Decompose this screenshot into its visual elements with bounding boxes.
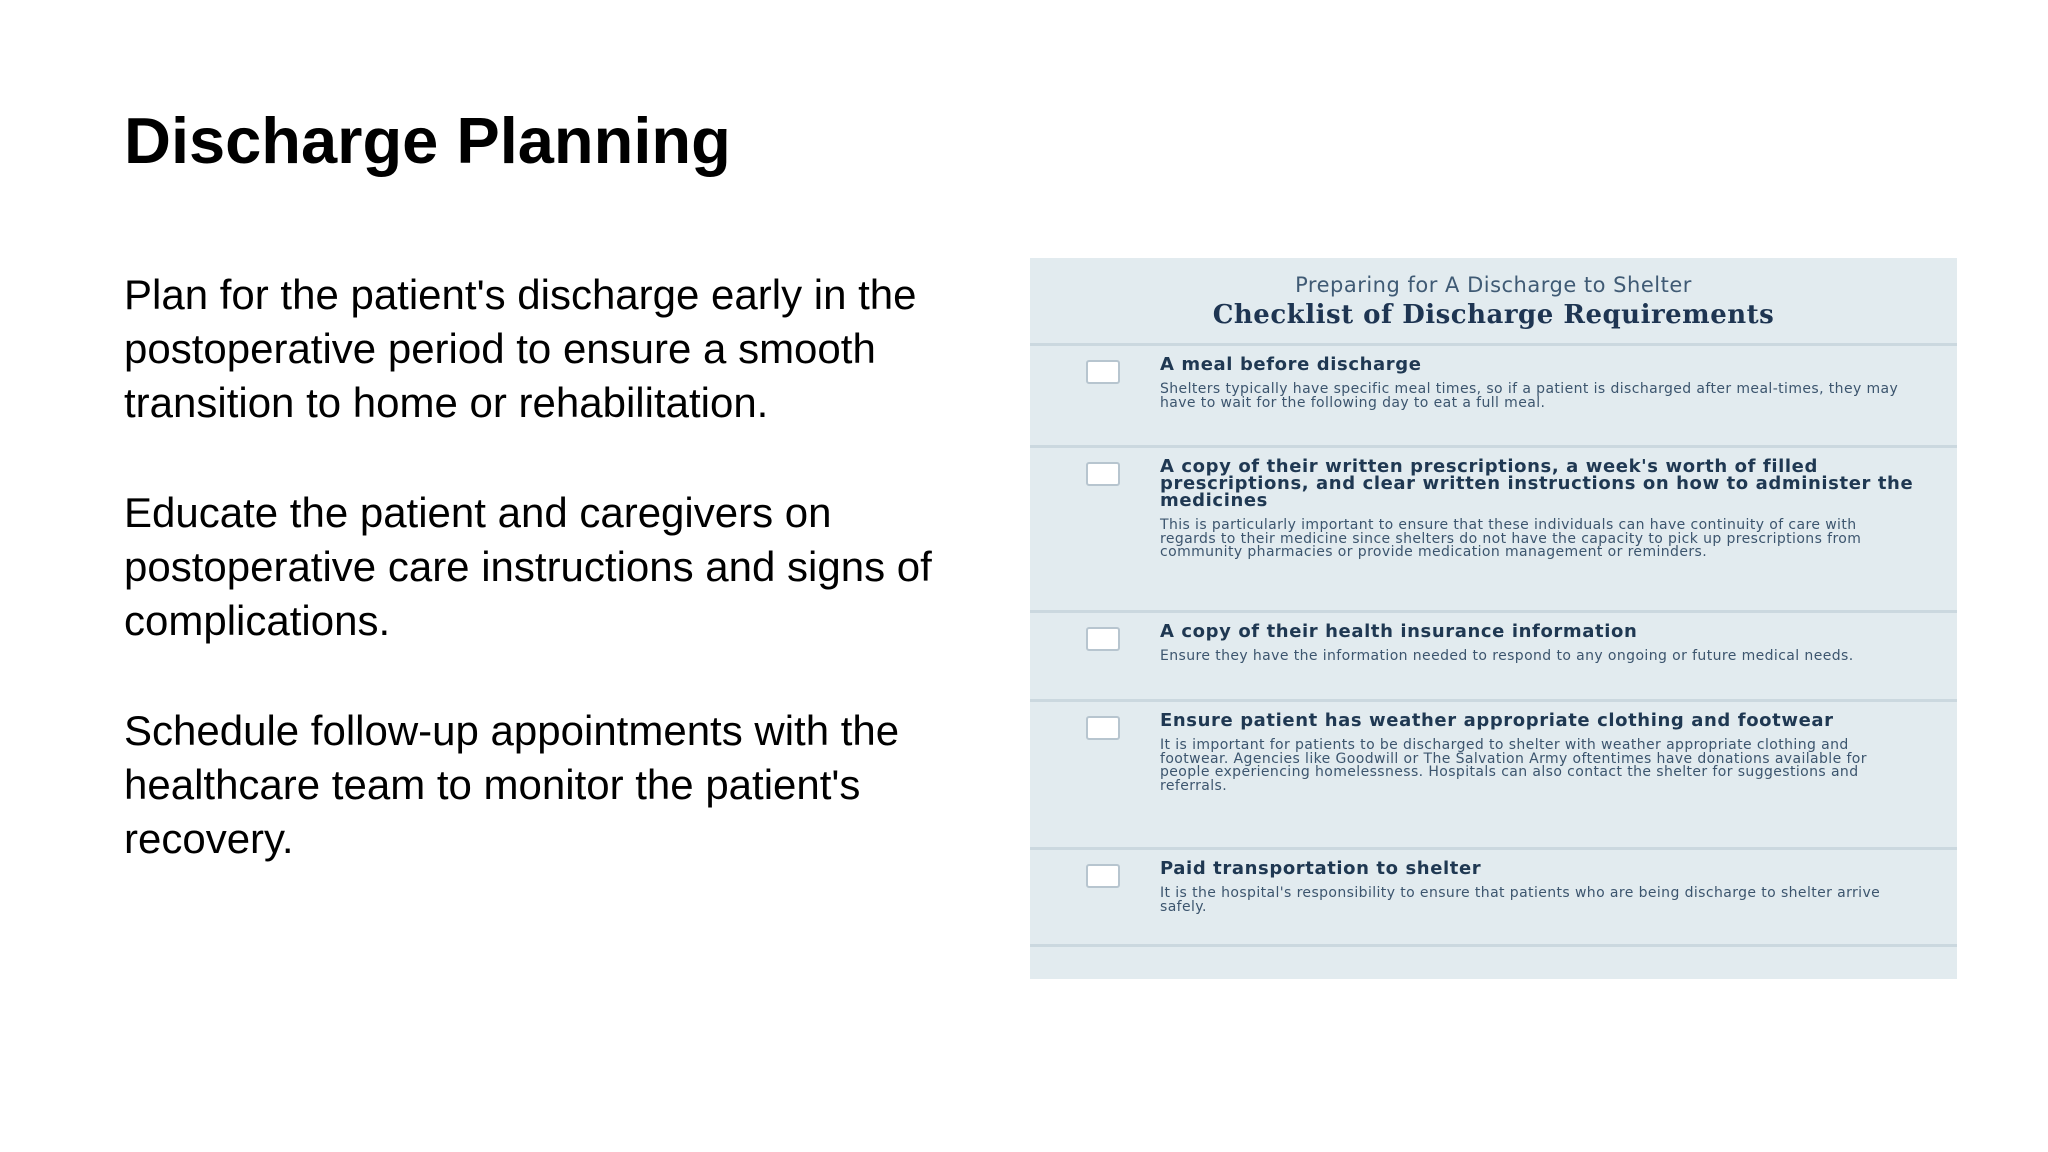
discharge-checklist-image bbox=[1030, 258, 1957, 979]
checklist-item-prescriptions bbox=[1030, 448, 1957, 613]
slide-title: Discharge Planning bbox=[124, 104, 731, 177]
slide-body bbox=[124, 268, 1024, 922]
checklist-item-insurance bbox=[1030, 613, 1957, 702]
checklist-item-description: This is particularly important to ensure that these individuals can have continuity of care with regards to their medicine since shelters do not have the capacity to pick up prescriptions from community pharmacies or provide medication management or reminders. bbox=[1160, 517, 1862, 560]
body-paragraph-follow-up: Schedule follow-up appointments with the healthcare team to monitor the patient's recovery. bbox=[124, 707, 900, 862]
checklist-item-description: It is important for patients to be discharged to shelter with weather appropriate clothing and footwear. Agencies like Goodwill or The Salvation Army oftentimes have donations available for people experiencing homelessness. Hospitals can also contact the shelter for suggestions and referrals. bbox=[1160, 737, 1867, 794]
body-paragraph-education: Educate the patient and caregivers on postoperative care instructions and signs of complications. bbox=[124, 489, 932, 644]
checklist-subtitle: Preparing for A Discharge to Shelter bbox=[1295, 273, 1692, 297]
checklist-item-heading: A meal before discharge bbox=[1160, 354, 1422, 375]
checklist-title: Checklist of Discharge Requirements bbox=[1212, 300, 1775, 330]
checklist-item-description: Shelters typically have specific meal times, so if a patient is discharged after meal-times, they may have to wait for the following day to eat a full meal. bbox=[1160, 381, 1899, 411]
checklist-item-clothing bbox=[1030, 702, 1957, 850]
checklist-item-heading: Ensure patient has weather appropriate clothing and footwear bbox=[1160, 710, 1834, 731]
checkbox-icon bbox=[1086, 627, 1120, 651]
checklist-item-description: It is the hospital's responsibility to ensure that patients who are being discharge to shelter arrive safely. bbox=[1160, 885, 1881, 915]
checkbox-icon bbox=[1086, 462, 1120, 486]
checklist-header bbox=[1030, 258, 1957, 346]
checkbox-icon bbox=[1086, 716, 1120, 740]
checklist-item-heading: A copy of their health insurance information bbox=[1160, 621, 1638, 642]
checkbox-icon bbox=[1086, 360, 1120, 384]
checklist-item-heading: Paid transportation to shelter bbox=[1160, 858, 1482, 879]
checklist-item-heading: A copy of their written prescriptions, a week's worth of filled prescriptions, and clear written instructions on how to administer the medicines bbox=[1160, 456, 1914, 511]
checklist-item-transportation bbox=[1030, 850, 1957, 947]
checklist-item-meal bbox=[1030, 346, 1957, 448]
body-paragraph-discharge-plan: Plan for the patient's discharge early in the postoperative period to ensure a smooth transition to home or rehabilitation. bbox=[124, 271, 917, 426]
checklist-item-description: Ensure they have the information needed to respond to any ongoing or future medical needs. bbox=[1160, 648, 1854, 664]
checkbox-icon bbox=[1086, 864, 1120, 888]
